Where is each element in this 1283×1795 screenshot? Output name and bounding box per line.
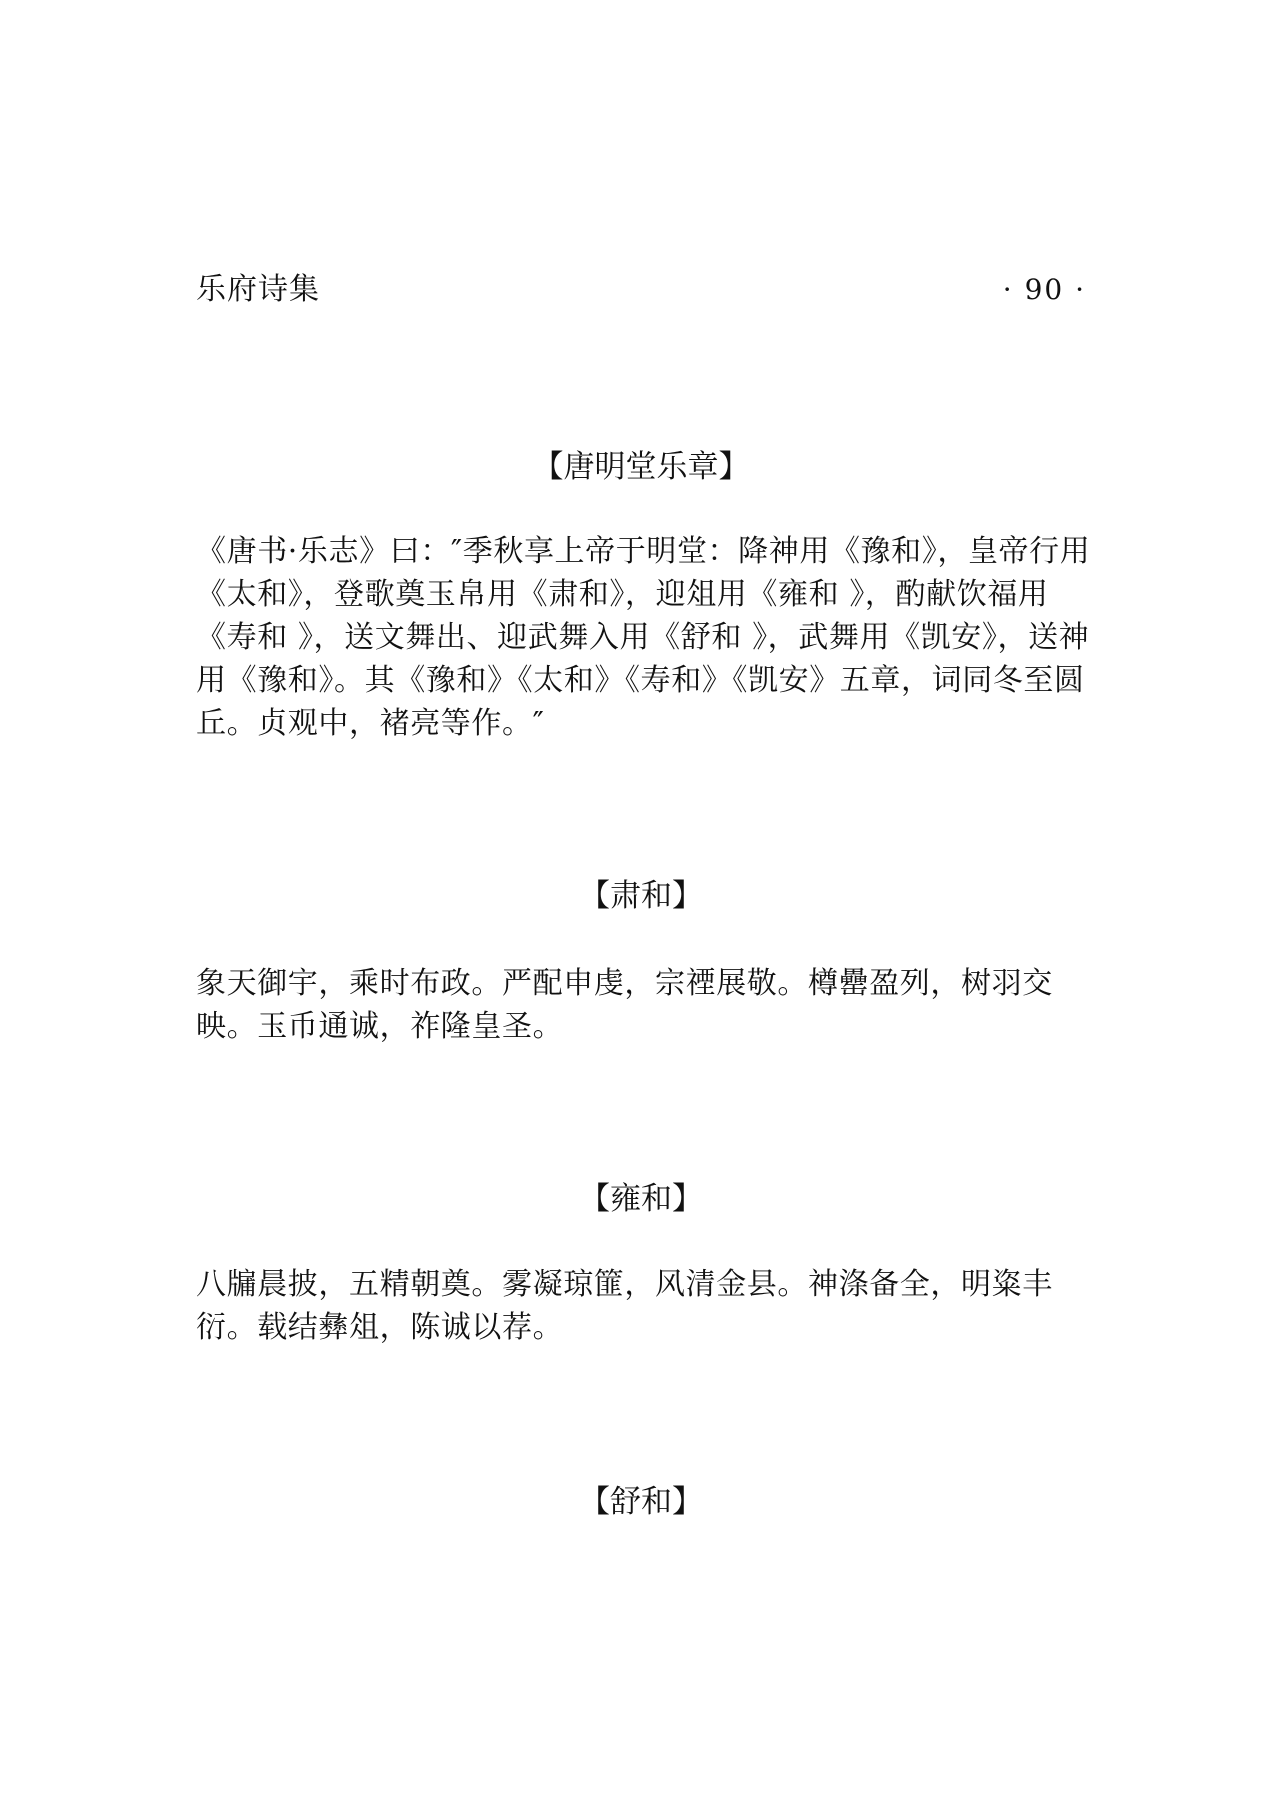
page-number: · 90 · <box>1002 273 1086 306</box>
section-heading: 【舒和】 <box>579 1484 703 1520</box>
section-paragraph: 象天御宇，乘时布政。严配申虔，宗禋展敬。樽罍盈列，树羽交映。玉币通诚，祚隆皇圣。 <box>196 966 1053 1044</box>
section-heading: 【雍和】 <box>579 1181 703 1217</box>
section-heading: 【唐明堂乐章】 <box>532 449 750 485</box>
section-paragraph: 《唐书·乐志》曰：″季秋享上帝于明堂：降神用《豫和》，皇帝行用《太和》，登歌奠玉帛用《肃和》，迎俎用《雍和 》，酌献饮福用《寿和 》，送文舞出、迎武舞入用《舒和 》，武舞用《凯安》，送神用《豫和》。其《豫和》《太和》《寿和》《凯安》五章，词同冬至圆丘。贞观中，褚亮等作。″ <box>196 534 1091 741</box>
running-header <box>196 268 1086 312</box>
section-heading: 【肃和】 <box>579 878 703 914</box>
section-paragraph: 八牖晨披，五精朝奠。雾凝琼篚，风清金县。神涤备全，明粢丰衍。载结彝俎，陈诚以荐。 <box>196 1267 1053 1345</box>
book-title: 乐府诗集 <box>196 272 320 307</box>
